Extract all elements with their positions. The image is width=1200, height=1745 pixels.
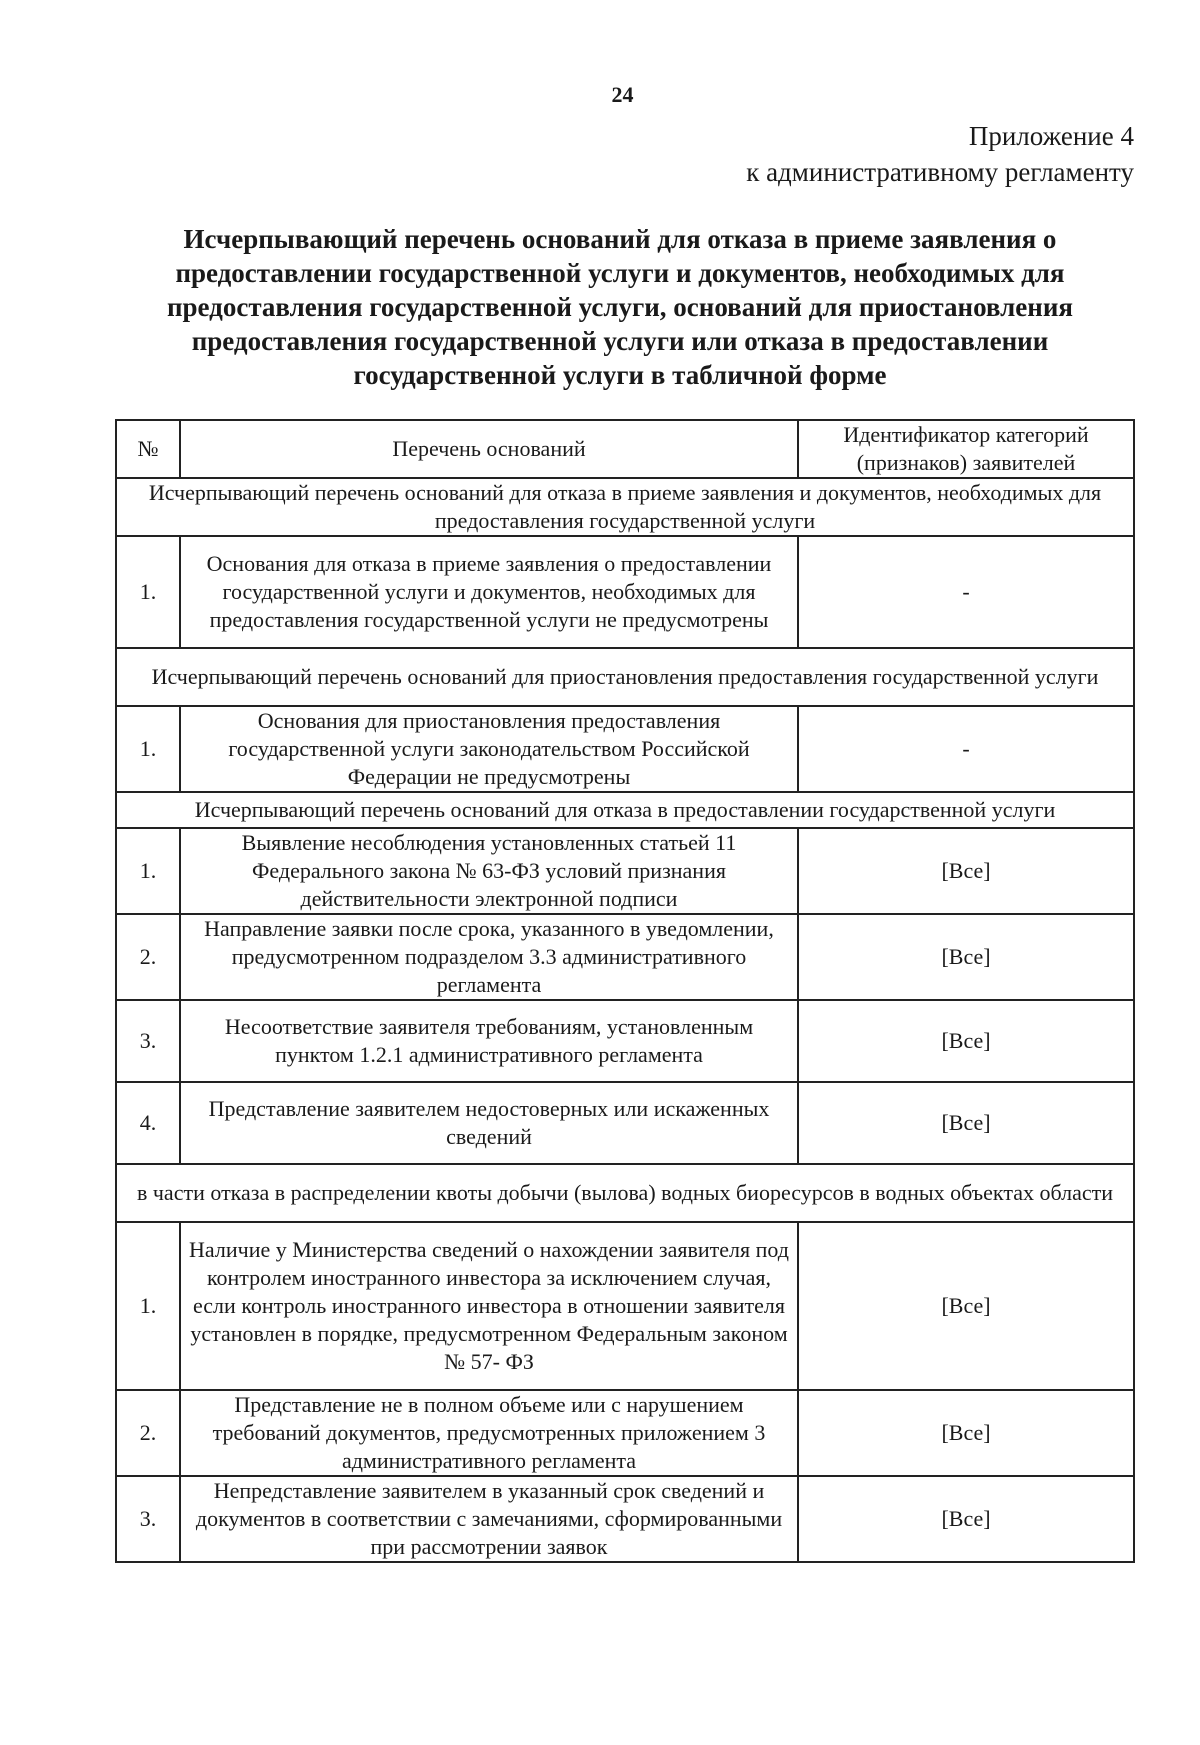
row-ground: Наличие у Министерства сведений о нахождении заявителя под контролем иностранного инвестора за исключением случая, если контроль иностранного инвестора в отношении заявителя установлен в порядке, предусмотренном Федеральным законом № 57- ФЗ — [180, 1222, 798, 1390]
row-identifier: - — [798, 706, 1134, 792]
section-header-row — [116, 792, 1134, 828]
row-identifier: [Все] — [798, 1390, 1134, 1476]
table-row — [116, 828, 1134, 914]
row-ground: Выявление несоблюдения установленных статьей 11 Федерального закона № 63-ФЗ условий признания действительности электронной подписи — [180, 828, 798, 914]
row-num: 4. — [116, 1082, 180, 1164]
appendix-header — [746, 118, 1134, 190]
section-header-row — [116, 478, 1134, 536]
row-ground: Непредставление заявителем в указанный срок сведений и документов в соответствии с замечаниями, сформированными при рассмотрении заявок — [180, 1476, 798, 1562]
header-num: № — [116, 420, 180, 478]
row-num: 1. — [116, 828, 180, 914]
row-num: 1. — [116, 1222, 180, 1390]
row-ground: Направление заявки после срока, указанного в уведомлении, предусмотренном подразделом 3.3 административного регламента — [180, 914, 798, 1000]
row-ground: Представление не в полном объеме или с нарушением требований документов, предусмотренных приложением 3 административного регламента — [180, 1390, 798, 1476]
row-identifier: - — [798, 536, 1134, 648]
table-row — [116, 1390, 1134, 1476]
grounds-table — [115, 419, 1135, 1563]
row-identifier: [Все] — [798, 914, 1134, 1000]
row-num: 3. — [116, 1476, 180, 1562]
table-row — [116, 1476, 1134, 1562]
row-num: 2. — [116, 914, 180, 1000]
table-row — [116, 536, 1134, 648]
header-identifier: Идентификатор категорий (признаков) заявителей — [798, 420, 1134, 478]
row-ground: Несоответствие заявителя требованиям, установленным пунктом 1.2.1 административного регламента — [180, 1000, 798, 1082]
row-identifier: [Все] — [798, 828, 1134, 914]
row-num: 2. — [116, 1390, 180, 1476]
row-ground: Основания для отказа в приеме заявления о предоставлении государственной услуги и документов, необходимых для предоставления государственной услуги не предусмотрены — [180, 536, 798, 648]
table-row — [116, 1222, 1134, 1390]
row-identifier: [Все] — [798, 1082, 1134, 1164]
header-ground: Перечень оснований — [180, 420, 798, 478]
row-ground: Основания для приостановления предоставления государственной услуги законодательством Российской Федерации не предусмотрены — [180, 706, 798, 792]
section-title: Исчерпывающий перечень оснований для приостановления предоставления государственной услуги — [116, 648, 1134, 706]
table-row — [116, 914, 1134, 1000]
row-identifier: [Все] — [798, 1476, 1134, 1562]
row-identifier: [Все] — [798, 1000, 1134, 1082]
document-title: Исчерпывающий перечень оснований для отказа в приеме заявления о предоставлении государственной услуги и документов, необходимых для предоставления государственной услуги, оснований для приостановления предоставления государственной услуги или отказа в предоставлении государственной услуги в табличной форме — [166, 224, 1073, 390]
appendix-subtitle: к административному регламенту — [746, 157, 1134, 187]
row-identifier: [Все] — [798, 1222, 1134, 1390]
row-num: 1. — [116, 706, 180, 792]
section-header-row — [116, 1164, 1134, 1222]
section-title: Исчерпывающий перечень оснований для отказа в приеме заявления и документов, необходимых для предоставления государственной услуги — [116, 478, 1134, 536]
row-num: 1. — [116, 536, 180, 648]
section-title: в части отказа в распределении квоты добычи (вылова) водных биоресурсов в водных объектах области — [116, 1164, 1134, 1222]
table-row — [116, 1000, 1134, 1082]
table-row — [116, 706, 1134, 792]
table-row — [116, 1082, 1134, 1164]
table-header-row — [116, 420, 1134, 478]
row-ground: Представление заявителем недостоверных или искаженных сведений — [180, 1082, 798, 1164]
section-title: Исчерпывающий перечень оснований для отказа в предоставлении государственной услуги — [116, 792, 1134, 828]
section-header-row — [116, 648, 1134, 706]
page-number: 24 — [611, 82, 634, 107]
row-num: 3. — [116, 1000, 180, 1082]
appendix-title: Приложение 4 — [968, 121, 1134, 151]
